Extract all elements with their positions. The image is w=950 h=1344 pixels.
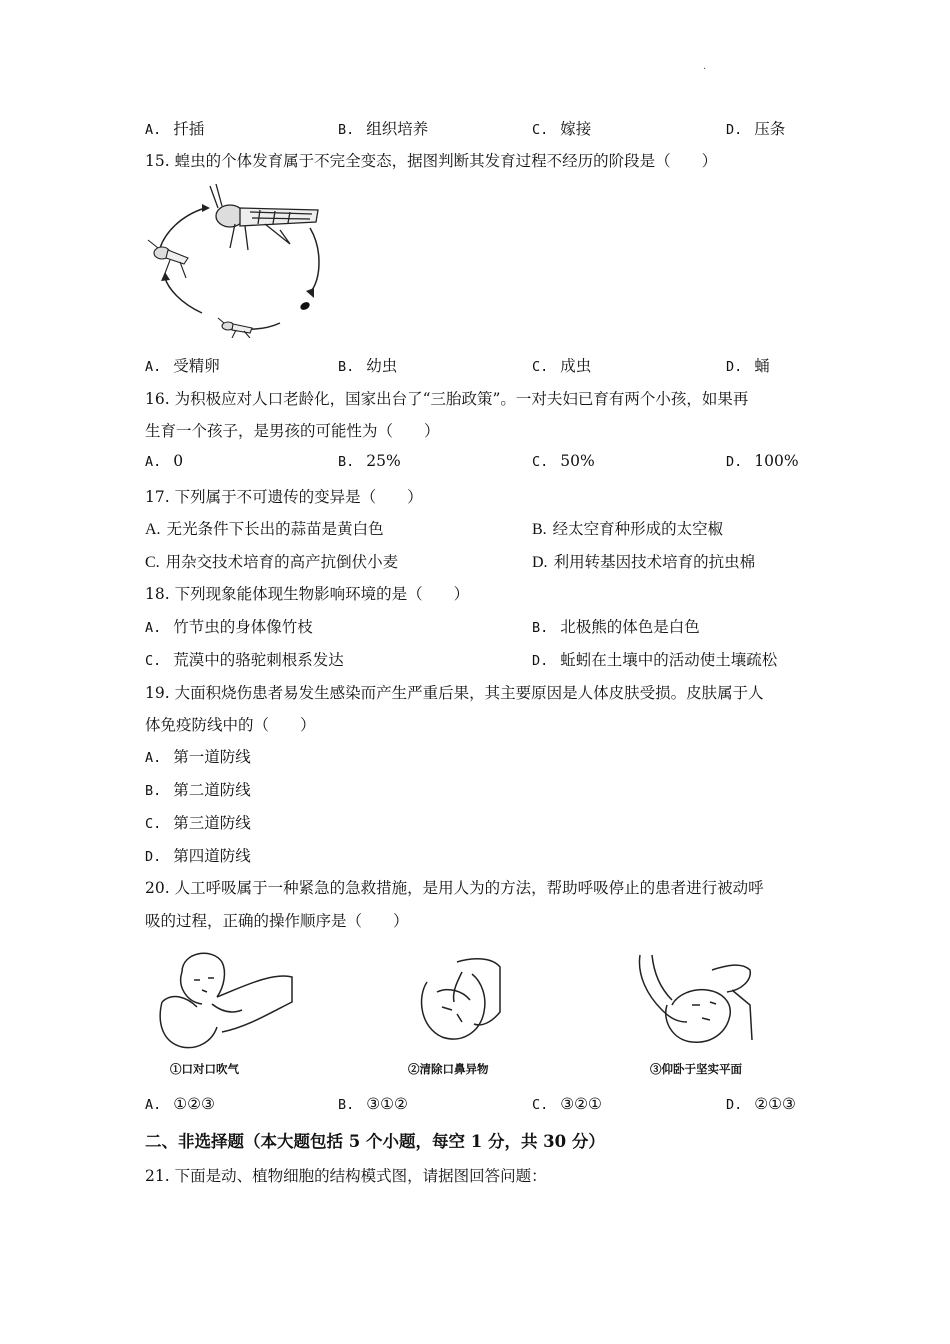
adult-locust-icon	[210, 184, 318, 250]
q18-option-c: C. 荒漠中的骆驼刺根系发达	[145, 651, 344, 669]
clear-airway-figure	[412, 952, 507, 1052]
q20-option-a: A. ①②③	[145, 1095, 215, 1113]
q19-option-d: D. 第四道防线	[145, 847, 251, 865]
q16-option-a: A. 0	[145, 452, 184, 470]
q14-option-c: C. 嫁接	[532, 120, 592, 138]
q20-stem-line1: 20. 人工呼吸属于一种紧急的急救措施，是用人为的方法，帮助呼吸停止的患者进行被动呼	[145, 879, 764, 897]
q14-option-a: A. 扦插	[145, 120, 205, 138]
cycle-arrow-top-left	[160, 208, 205, 248]
locust-life-cycle-figure	[140, 178, 325, 338]
q19-option-a: A. 第一道防线	[145, 748, 251, 766]
q18-option-d: D. 蚯蚓在土壤中的活动使土壤疏松	[532, 651, 778, 669]
figure-caption-2: ②清除口鼻异物	[408, 1062, 489, 1076]
q20-stem-line2: 吸的过程，正确的操作顺序是（ ）	[145, 912, 409, 930]
q19-option-b: B. 第二道防线	[145, 781, 251, 799]
q19-option-c: C. 第三道防线	[145, 814, 251, 832]
q17-stem: 17. 下列属于不可遗传的变异是（ ）	[145, 488, 423, 506]
q16-option-b: B. 25%	[338, 452, 401, 470]
q16-stem-line2: 生育一个孩子，是男孩的可能性为（ ）	[145, 422, 440, 440]
q19-stem-line1: 19. 大面积烧伤患者易发生感染而产生严重后果，其主要原因是人体皮肤受损。皮肤属于人	[145, 684, 764, 702]
q15-option-a: A. 受精卵	[145, 357, 220, 375]
q18-option-a: A. 竹节虫的身体像竹枝	[145, 618, 313, 636]
q15-option-c: C. 成虫	[532, 357, 592, 375]
q21-stem: 21. 下面是动、植物细胞的结构模式图，请据图回答问题：	[145, 1167, 547, 1185]
q17-option-a: A. 无光条件下长出的蒜苗是黄白色	[145, 520, 384, 538]
figure-caption-1: ①口对口吹气	[170, 1062, 239, 1076]
lie-supine-figure	[632, 950, 757, 1052]
q14-option-b: B. 组织培养	[338, 120, 429, 138]
nymph-icon-left	[148, 240, 188, 278]
q16-option-c: C. 50%	[532, 452, 595, 470]
cycle-arrow-bottom-left	[165, 278, 202, 313]
q20-option-d: D. ②①③	[726, 1095, 796, 1113]
q20-option-b: B. ③①②	[338, 1095, 408, 1113]
q15-option-d: D. 蛹	[726, 357, 770, 375]
q16-option-d: D. 100%	[726, 452, 799, 470]
q14-option-d: D. 压条	[726, 120, 786, 138]
q18-option-b: B. 北极熊的体色是白色	[532, 618, 700, 636]
mouth-to-mouth-figure	[152, 942, 297, 1054]
q17-option-c: C. 用杂交技术培育的高产抗倒伏小麦	[145, 553, 399, 571]
q15-stem: 15. 蝗虫的个体发育属于不完全变态，据图判断其发育过程不经历的阶段是（ ）	[145, 152, 718, 170]
egg-icon	[299, 300, 311, 311]
q18-stem: 18. 下列现象能体现生物影响环境的是（ ）	[145, 585, 470, 603]
q20-option-c: C. ③②①	[532, 1095, 602, 1113]
q17-option-b: B. 经太空育种形成的太空椒	[532, 520, 724, 538]
q17-option-d: D. 利用转基因技术培育的抗虫棉	[532, 553, 756, 571]
q19-stem-line2: 体免疫防线中的（ ）	[145, 716, 316, 734]
section-2-heading: 二、非选择题（本大题包括 5 个小题，每空 1 分，共 30 分）	[145, 1132, 605, 1151]
page-mark: ·	[703, 64, 707, 75]
q16-stem-line1: 16. 为积极应对人口老龄化，国家出台了“三胎政策”。一对夫妇已育有两个小孩，如果再	[145, 390, 749, 408]
figure-caption-3: ③仰卧于坚实平面	[650, 1062, 742, 1076]
cycle-arrow-right	[310, 228, 319, 293]
nymph-icon-bottom	[218, 318, 252, 338]
q15-option-b: B. 幼虫	[338, 357, 398, 375]
